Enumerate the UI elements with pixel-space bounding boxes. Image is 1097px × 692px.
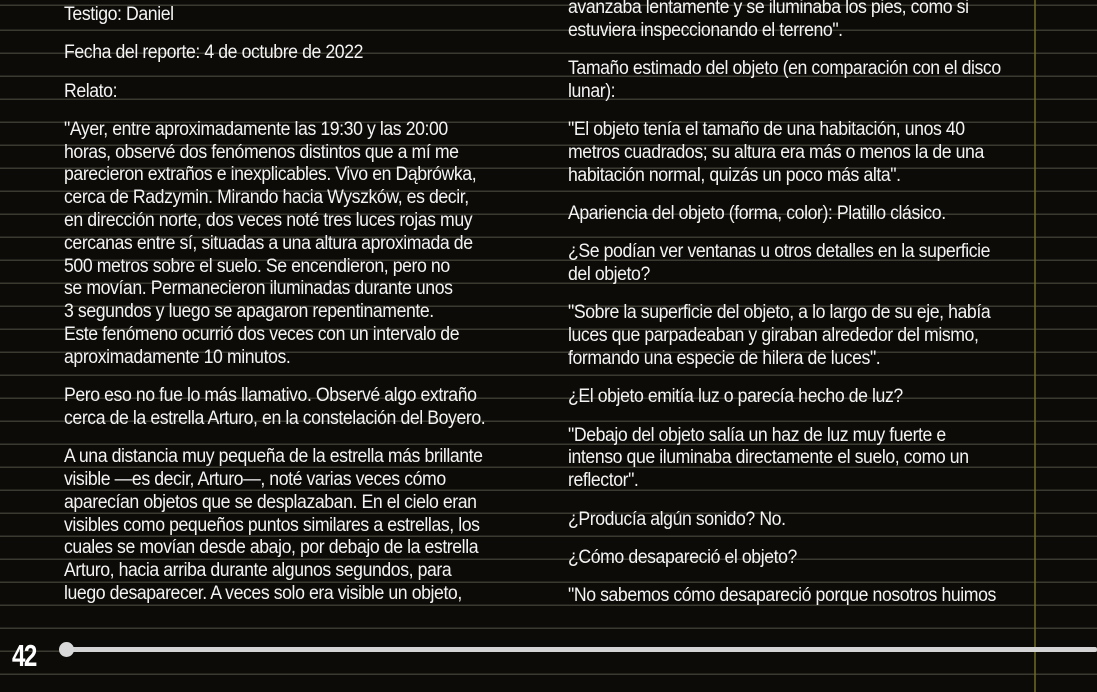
- question-object-size: Tamaño estimado del objeto (en comparación con el disco lunar):: [568, 58, 1001, 102]
- account-paragraph-moving-objects: A una distancia muy pequeña de la estrella más brillante visible —es decir, Arturo—, noté varias veces cómo aparecían objetos que se desplazaban. En el cielo eran visibles como pequeños puntos similares a estrellas, los cuales se movían desde abajo, por debajo de la estrella Arturo, hacia arriba durante algunos segundos, para luego desaparecer. A veces solo era visible un objeto,: [64, 446, 483, 605]
- question-sound: ¿Producía algún sonido? No.: [568, 508, 786, 530]
- account-paragraph-red-lights: "Ayer, entre aproximadamente las 19:30 y las 20:00 horas, observé dos fenómenos distintos que a mí me parecieron extraños e inexplicables. Vivo en Dąbrówka, cerca de Radzymin. Mirando hacia Wyszków, es decir, en dirección norte, dos veces noté tres luces rojas muy cercanas entre sí, situadas a una altura aproximada de 500 metros sobre el suelo. Se encendieron, pero no se movían. Permanecieron iluminadas durante unos 3 segundos y luego se apagaron repentinamente. Este fenómeno ocurrió dos veces con un intervalo de aproximadamente 10 minutos.: [64, 118, 477, 368]
- answer-windows-details: "Sobre la superficie del objeto, a lo largo de su eje, había luces que parpadeaban y giraban alrededor del mismo, formando una especie de hilera de luces".: [568, 302, 991, 370]
- footer-rule-dot: [59, 642, 74, 657]
- answer-emitted-light: "Debajo del objeto salía un haz de luz muy fuerte e intenso que iluminaba directamente el suelo, como un reflector".: [568, 424, 969, 492]
- page-footer: [0, 628, 1097, 678]
- account-paragraph-arcturus: Pero eso no fue lo más llamativo. Observé algo extraño cerca de la estrella Arturo, en la constelación del Boyero.: [64, 385, 486, 429]
- question-emitted-light: ¿El objeto emitía luz o parecía hecho de luz?: [568, 386, 903, 408]
- report-date-line: Fecha del reporte: 4 de octubre de 2022: [64, 42, 364, 64]
- question-windows-details: ¿Se podían ver ventanas u otros detalles en la superficie del objeto?: [568, 241, 991, 286]
- footer-rule-line: [66, 647, 1097, 652]
- continued-account-paragraph: avanzaba lentamente y se iluminaba los pies, como si estuviera inspeccionando el terreno".: [568, 0, 969, 41]
- page-number: 42: [12, 638, 36, 673]
- object-appearance-line: Apariencia del objeto (forma, color): Platillo clásico.: [568, 203, 946, 225]
- right-text-column: [568, 0, 1060, 623]
- left-text-column: [64, 0, 546, 621]
- question-disappearance: ¿Cómo desapareció el objeto?: [568, 546, 797, 568]
- answer-object-size: "El objeto tenía el tamaño de una habitación, unos 40 metros cuadrados; su altura era más o menos la de una habitación normal, quizás un poco más alta".: [568, 119, 984, 186]
- answer-disappearance: "No sabemos cómo desapareció porque nosotros huimos: [568, 585, 996, 607]
- account-heading: Relato:: [64, 80, 118, 102]
- witness-line: Testigo: Daniel: [64, 4, 174, 25]
